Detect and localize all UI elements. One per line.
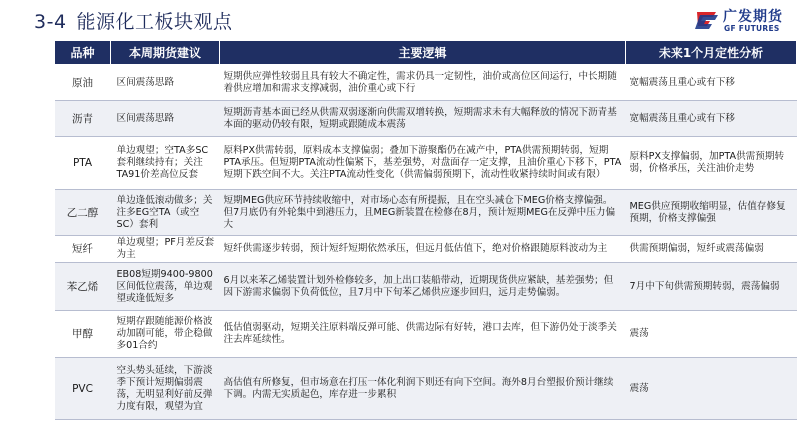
advice-cell: EB08短期9400-9800区间低位震荡，单边观望或逢低短多 xyxy=(111,263,220,311)
variety-cell: 沥青 xyxy=(55,101,111,137)
table-row xyxy=(55,65,797,101)
page-header xyxy=(0,0,800,38)
table-row xyxy=(55,101,797,137)
advice-cell: 区间震荡思路 xyxy=(111,101,220,137)
logo-english-text: GF FUTURES xyxy=(724,24,780,33)
advice-cell: 空头势头延续，下游淡季下预计短期偏弱震荡，无明显利好前反弹力度有限，观望为宜 xyxy=(111,358,220,420)
advice-cell: 单边观望；空TA多SC套利继续持有；关注TA91价差高位反套 xyxy=(111,137,220,190)
advice-cell: 区间震荡思路 xyxy=(111,65,220,101)
table-row xyxy=(55,358,797,420)
column-header-logic: 主要逻辑 xyxy=(220,41,626,65)
logo-chinese-text: 广发期货 xyxy=(723,9,783,25)
variety-cell: 短纤 xyxy=(55,236,111,263)
energy-chemical-table xyxy=(54,40,797,420)
outlook-cell: 宽幅震荡且重心或有下移 xyxy=(626,101,797,137)
table-row xyxy=(55,190,797,236)
logic-cell: 低估值弱驱动，短期关注原料端反弹可能、供需边际有好转，港口去库，但下游仍处于淡季关注去库延续性。 xyxy=(220,311,626,358)
logic-cell: 短期MEG供应环节持续收缩中，对市场心态有所提振，且在空头减仓下MEG价格支撑偏强。但7月底仍有外轮集中到港压力，且MEG新装置在检修在8月，预计短期MEG在反弹中压力偏大 xyxy=(220,190,626,236)
outlook-cell: 7月中下旬供需预期转弱，震荡偏弱 xyxy=(626,263,797,311)
logic-cell: 短纤供需逐步转弱，预计短纤短期依然承压，但远月低估值下，绝对价格跟随原料波动为主 xyxy=(220,236,626,263)
variety-cell: 苯乙烯 xyxy=(55,263,111,311)
column-header-variety: 品种 xyxy=(55,41,111,65)
outlook-cell: 宽幅震荡且重心或有下移 xyxy=(626,65,797,101)
variety-cell: 甲醇 xyxy=(55,311,111,358)
outlook-cell: 震荡 xyxy=(626,358,797,420)
logic-cell: 短期沥青基本面已经从供需双弱逐渐向供需双增转换，短期需求未有大幅释放的情况下沥青基本面的驱动仍较有限，短期或跟随成本震荡 xyxy=(220,101,626,137)
table-row xyxy=(55,137,797,190)
table-row xyxy=(55,263,797,311)
outlook-cell: 原料PX支撑偏弱，加PTA供需预期转弱，价格承压，关注油价走势 xyxy=(626,137,797,190)
logic-cell: 高估值有所修复，但市场意在打压一体化利润下则还有向下空间。海外8月台塑报价预计继续下调。内需无实质起色，库存进一步累积 xyxy=(220,358,626,420)
outlook-cell: 供需预期偏弱，短纤或震荡偏弱 xyxy=(626,236,797,263)
page-title xyxy=(34,7,233,34)
logic-cell: 短期供应弹性较弱且具有较大不确定性，需求仍具一定韧性，油价或高位区间运行，中长期随着供应增加和需求支撑减弱，油价重心或下行 xyxy=(220,65,626,101)
company-logo xyxy=(694,5,794,35)
variety-cell: PTA xyxy=(55,137,111,190)
logic-cell: 原料PX供需转弱，原料成本支撑偏弱；叠加下游聚酯仍在减产中，PTA供需预期转弱，短期PTA承压。但短期PTA流动性偏紧下，基差强势，对盘面存一定支撑，且油价重心下移下，PTA短期下跌空间不大。关注PTA流动性变化（供需偏弱预期下，流动性收紧持续时间或有限） xyxy=(220,137,626,190)
gf-logo-icon xyxy=(694,6,720,32)
column-header-outlook: 未来1个月定性分析 xyxy=(626,41,797,65)
variety-cell: 原油 xyxy=(55,65,111,101)
variety-cell: 乙二醇 xyxy=(55,190,111,236)
table-row xyxy=(55,311,797,358)
section-title: 能源化工板块观点 xyxy=(76,11,233,33)
outlook-cell: MEG供应预期收缩明显，估值存修复预期，价格支撑偏强 xyxy=(626,190,797,236)
logic-cell: 6月以来苯乙烯装置计划外检修较多，加上出口装船带动，近期现货供应紧缺，基差强势；但因下游需求偏弱下负荷低位，且7月中下旬苯乙烯供应逐步回归，远月走势偏弱。 xyxy=(220,263,626,311)
advice-cell: 单边观望；PF月差反套为主 xyxy=(111,236,220,263)
advice-cell: 短期存跟随能源价格波动加剧可能，带企稳做多01合约 xyxy=(111,311,220,358)
table-header-row xyxy=(55,41,797,65)
table-row xyxy=(55,236,797,263)
section-number: 3-4 xyxy=(34,11,67,33)
advice-cell: 单边逢低滚动做多；关注多EG空TA（或空SC）套利 xyxy=(111,190,220,236)
outlook-cell: 震荡 xyxy=(626,311,797,358)
column-header-advice: 本周期货建议 xyxy=(111,41,220,65)
variety-cell: PVC xyxy=(55,358,111,420)
